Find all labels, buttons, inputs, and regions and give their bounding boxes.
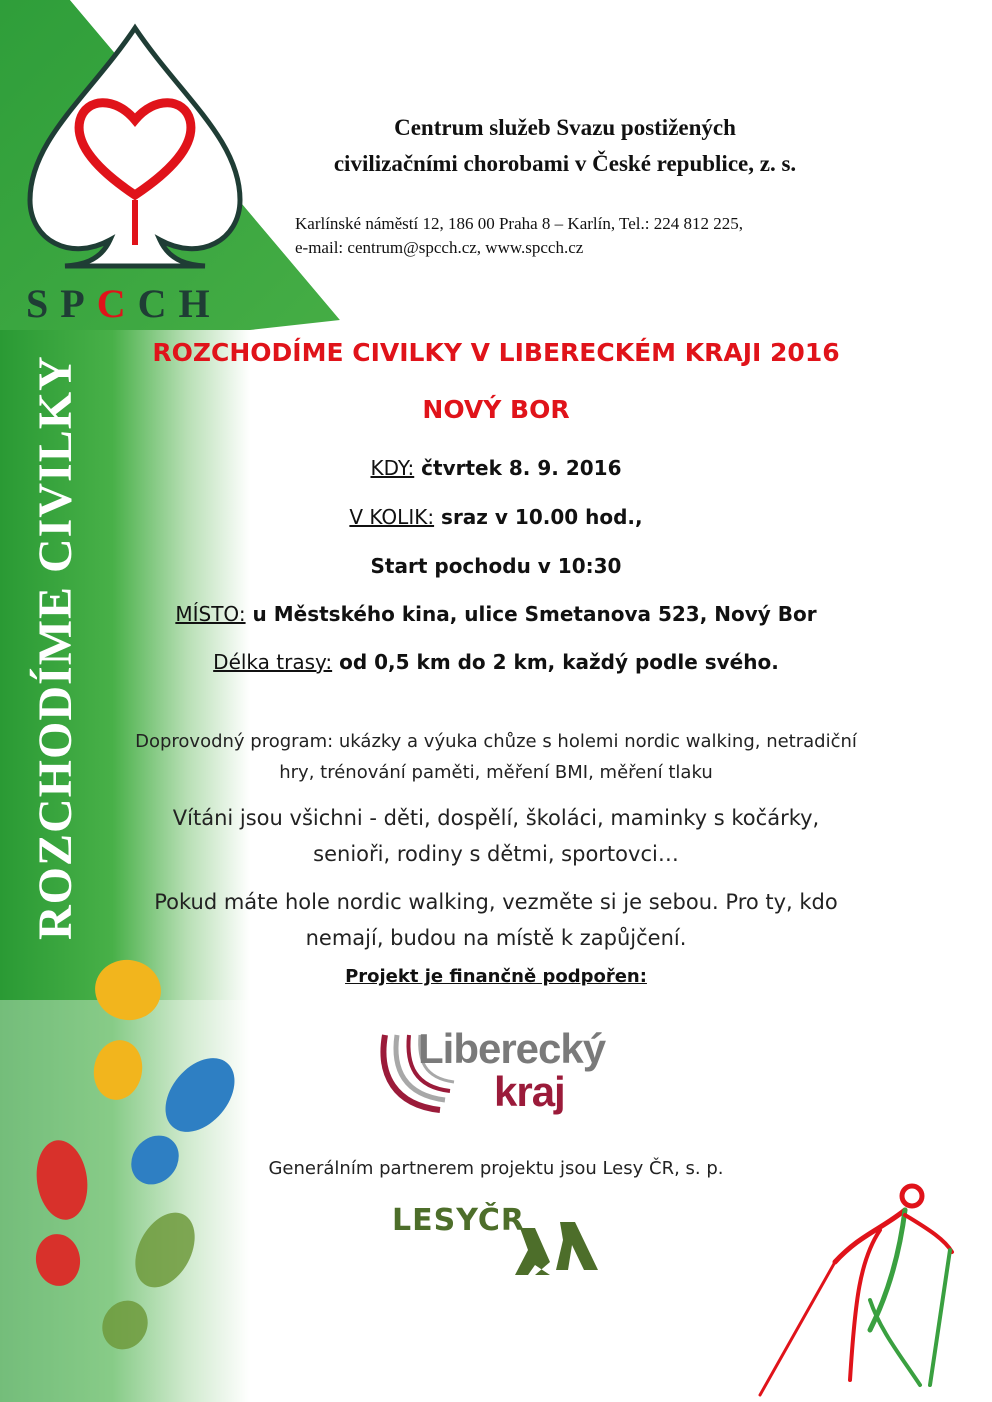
place-label: MÍSTO: xyxy=(175,602,246,626)
length-label: Délka trasy: xyxy=(213,650,333,674)
partner-text: Generálním partnerem projektu jsou Lesy ČR, s. p. xyxy=(268,1158,724,1179)
organization-name-line2: civilizačními chorobami v České republice, z. s. xyxy=(333,151,797,176)
program-line1: Doprovodný program: ukázky a výuka chůze s holemi nordic walking, netradiční xyxy=(135,731,857,752)
welcome-line2: senioři, rodiny s dětmi, sportovci… xyxy=(313,842,679,866)
welcome-text xyxy=(90,800,902,872)
poles-line1: Pokud máte hole nordic walking, vezměte si je sebou. Pro ty, kdo xyxy=(154,890,838,914)
poles-line2: nemají, budou na místě k zapůjčení. xyxy=(305,926,687,950)
length-value: od 0,5 km do 2 km, každý podle svého. xyxy=(332,650,779,674)
organization-name-line1: Centrum služeb Svazu postižených xyxy=(394,115,736,140)
event-time xyxy=(90,503,902,531)
program-text xyxy=(90,726,902,788)
organization-email-web: e-mail: centrum@spcch.cz, www.spcch.cz xyxy=(295,238,584,257)
support-heading: Projekt je finančně podpořen: xyxy=(345,966,647,987)
start-value: Start pochodu v 10:30 xyxy=(370,554,622,578)
sponsor-logo-word1: Liberecký xyxy=(418,1025,606,1072)
organization-contact xyxy=(295,212,895,260)
place-value: u Městského kina, ulice Smetanova 523, Nový Bor xyxy=(245,602,817,626)
logo-letters-ch: CH xyxy=(137,281,222,326)
event-length xyxy=(90,648,902,676)
program-line2: hry, trénování paměti, měření BMI, měření tlaku xyxy=(279,762,713,783)
when-value: čtvrtek 8. 9. 2016 xyxy=(414,456,622,480)
logo-letters-sp: SP xyxy=(26,281,97,326)
event-start xyxy=(90,552,902,580)
time-label: V KOLIK: xyxy=(349,505,435,529)
event-title: ROZCHODÍME CIVILKY V LIBERECKÉM KRAJI 2016 xyxy=(152,338,840,367)
nordic-walker-icon xyxy=(760,1186,952,1395)
event-city: NOVÝ BOR xyxy=(422,395,570,424)
organization-address: Karlínské náměstí 12, 186 00 Praha 8 – Karlín, Tel.: 224 812 225, xyxy=(295,214,743,233)
logo-letter-c: C xyxy=(96,281,138,326)
welcome-line1: Vítáni jsou všichni - děti, dospělí, školáci, maminky s kočárky, xyxy=(172,806,820,830)
event-when xyxy=(90,454,902,482)
organization-name xyxy=(250,110,880,182)
lesy-arrows-icon xyxy=(515,1222,598,1275)
when-label: KDY: xyxy=(370,456,415,480)
side-title: ROZCHODÍME CIVILKY xyxy=(29,355,82,940)
time-value: sraz v 10.00 hod., xyxy=(434,505,643,529)
sponsor-logo-word2: kraj xyxy=(494,1068,565,1115)
poles-text xyxy=(90,884,902,956)
event-place xyxy=(90,600,902,628)
partner-logo-text: LESYČR xyxy=(392,1203,525,1238)
